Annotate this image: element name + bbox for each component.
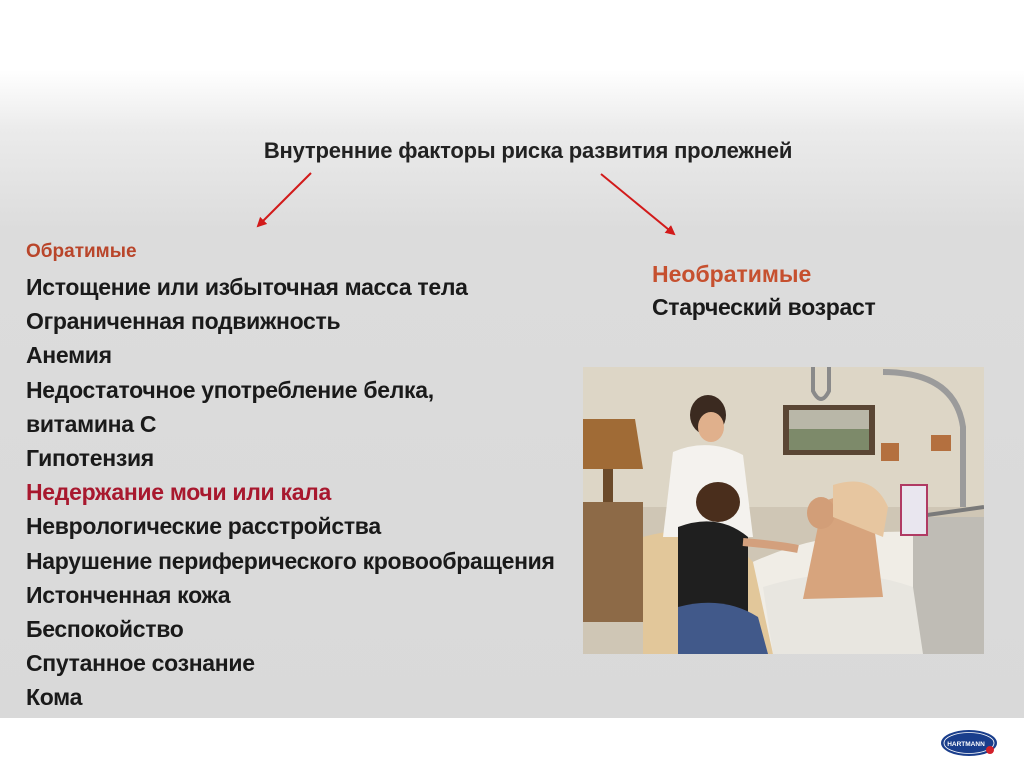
list-item: Анемия	[26, 342, 112, 369]
hartmann-logo	[940, 729, 998, 757]
list-item: Беспокойство	[26, 616, 184, 643]
reversible-heading: Обратимые	[26, 241, 137, 262]
list-item: Кома	[26, 684, 83, 711]
logo-text: HARTMANN	[947, 741, 985, 748]
list-item: Ограниченная подвижность	[26, 308, 341, 335]
list-item: Гипотензия	[26, 445, 154, 472]
photo-illustration	[583, 367, 984, 654]
arrow-right	[601, 174, 674, 234]
irreversible-item: Старческий возраст	[652, 294, 876, 320]
irreversible-factors	[652, 258, 875, 324]
arrow-left	[258, 173, 311, 226]
list-item: Недостаточное употребление белка,	[26, 376, 434, 403]
list-item: Истощение или избыточная масса тела	[26, 274, 468, 300]
list-item: Нарушение периферического кровообращения	[26, 547, 555, 574]
list-item-highlighted: Недержание мочи или кала	[26, 479, 331, 506]
irreversible-heading: Необратимые	[652, 261, 812, 287]
reversible-factors	[26, 240, 555, 715]
list-item: Неврологические расстройства	[26, 513, 381, 540]
list-item: Спутанное сознание	[26, 650, 255, 677]
list-item: витамина С	[26, 410, 157, 437]
list-item: Истонченная кожа	[26, 581, 231, 608]
reversible-list	[26, 270, 555, 715]
hospital-bed-photo	[583, 367, 984, 654]
slide-title: Внутренние факторы риска развития пролежней	[263, 138, 793, 163]
